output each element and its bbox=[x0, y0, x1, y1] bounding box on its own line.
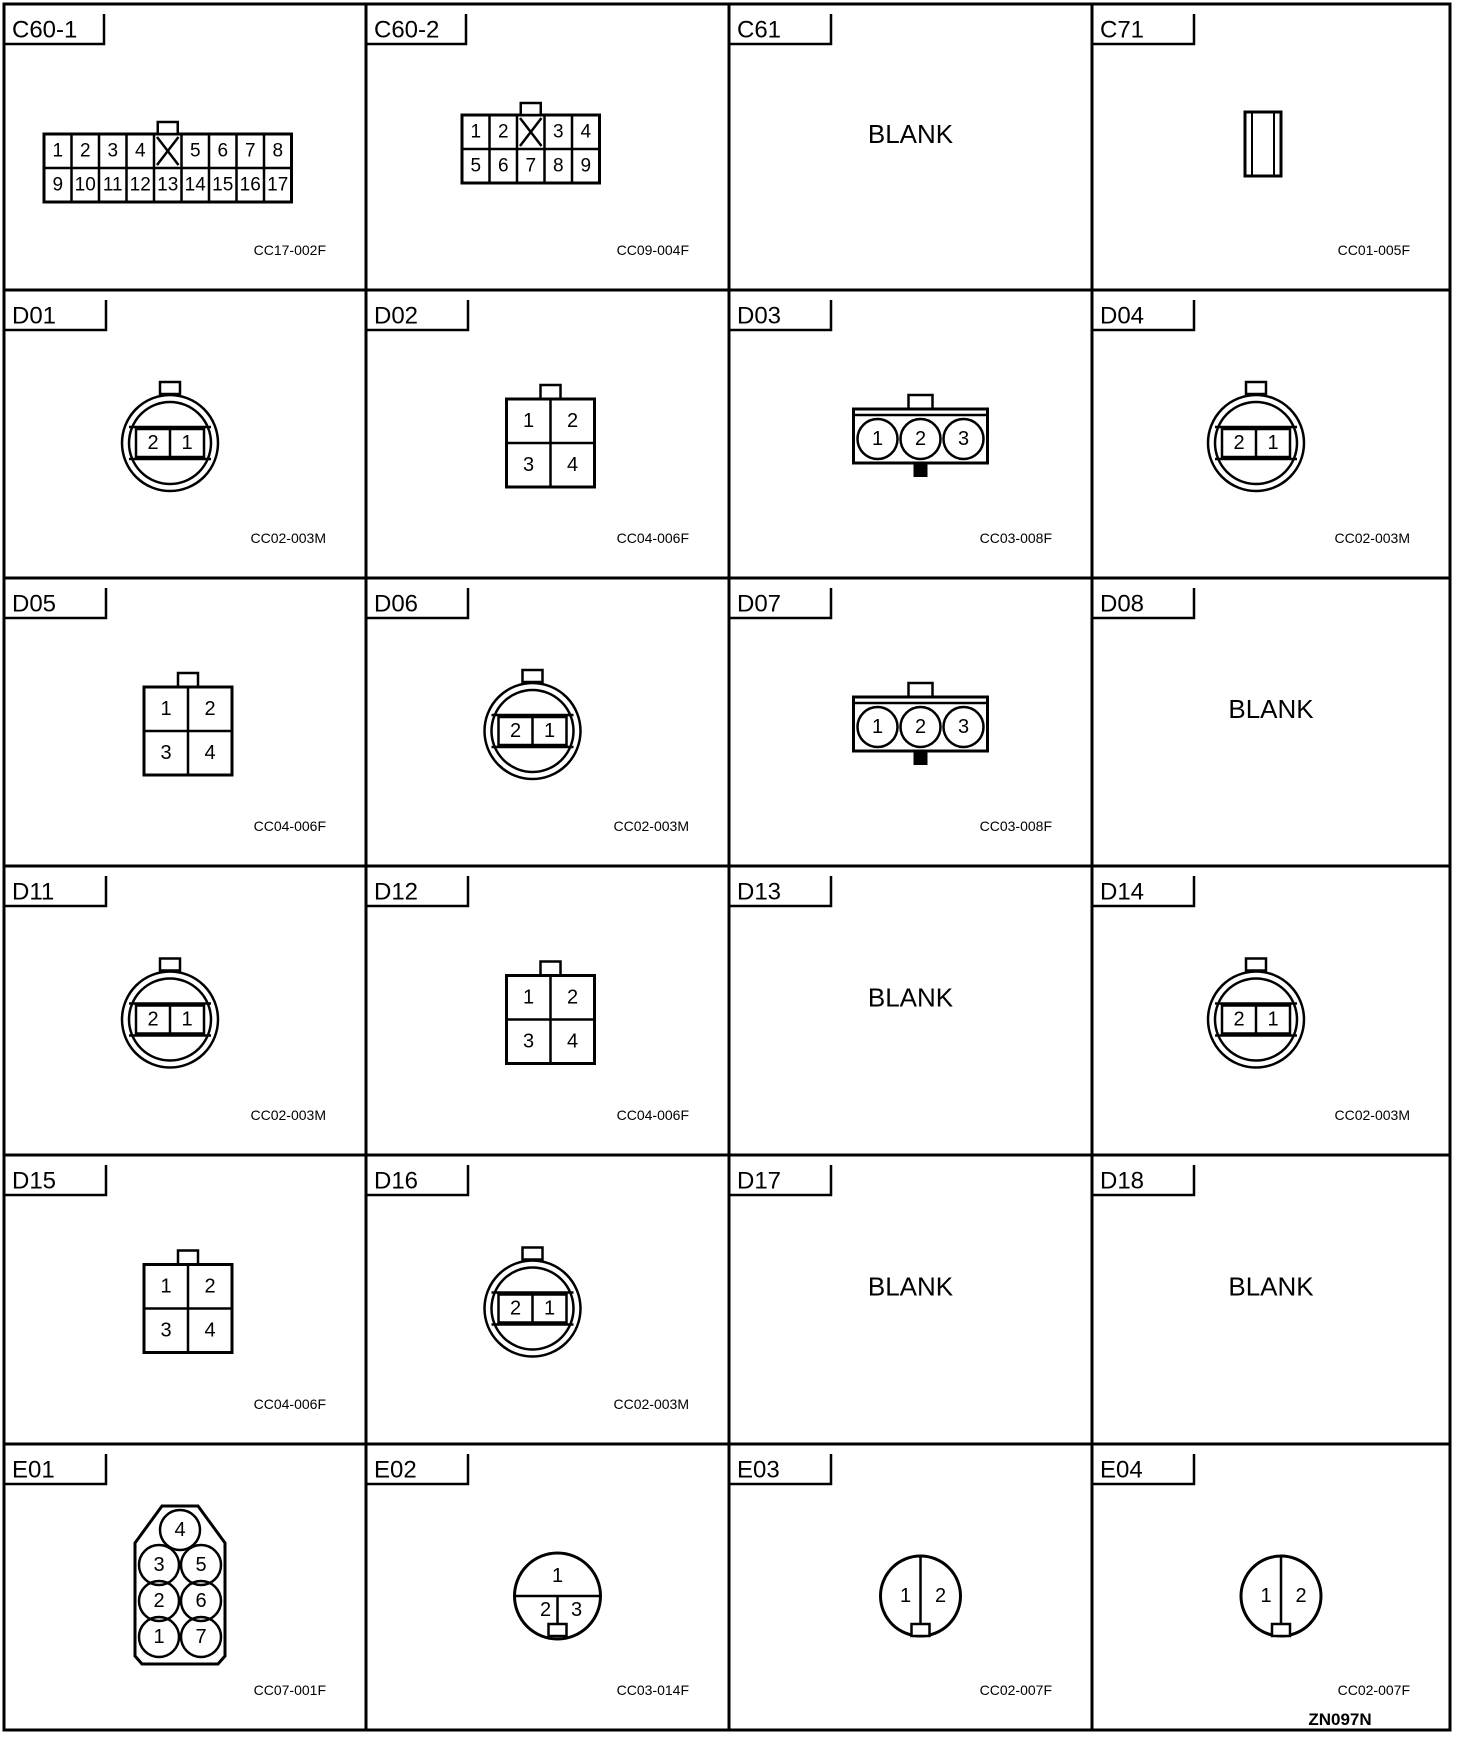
pin-label: 9 bbox=[580, 155, 592, 177]
cells-layer bbox=[4, 4, 1450, 1730]
pin-label: 10 bbox=[74, 174, 96, 196]
blank-text: BLANK bbox=[867, 119, 954, 149]
connector-cell-d15 bbox=[4, 1165, 326, 1412]
pin-label: 2 bbox=[153, 1590, 165, 1612]
connector-id-label: D05 bbox=[12, 590, 57, 618]
pin-label: 4 bbox=[134, 140, 146, 162]
connector-part-code: CC01-005F bbox=[1337, 242, 1410, 258]
pin-label: 2 bbox=[1233, 432, 1245, 454]
connector-part-code: CC02-007F bbox=[979, 1682, 1052, 1698]
blank-text: BLANK bbox=[1228, 694, 1314, 724]
connector-cell-d06 bbox=[366, 588, 689, 834]
pin-label: 2 bbox=[914, 716, 927, 738]
pin-label: 2 bbox=[566, 986, 579, 1009]
connector-part-code: CC02-003M bbox=[1334, 1107, 1410, 1123]
connector-id-label: D07 bbox=[737, 590, 782, 618]
connector-id-label: D12 bbox=[374, 878, 419, 906]
connector-part-code: CC02-003M bbox=[613, 818, 689, 834]
pin-label: 3 bbox=[160, 742, 172, 764]
blank-text: BLANK bbox=[867, 982, 954, 1013]
locking-tab bbox=[909, 395, 933, 409]
fuse-element bbox=[1252, 112, 1274, 176]
connector-id-label: E03 bbox=[737, 1456, 780, 1484]
pin-label: 4 bbox=[204, 1319, 216, 1342]
pin-label: 3 bbox=[153, 1554, 165, 1576]
locking-tab bbox=[521, 103, 541, 115]
connector-id-label: E01 bbox=[12, 1456, 55, 1484]
connector-cell-e04 bbox=[1092, 1454, 1410, 1698]
connector-part-code: CC02-003M bbox=[1334, 530, 1410, 546]
pin-label: 2 bbox=[509, 720, 522, 742]
pin-label: 1 bbox=[1267, 432, 1279, 454]
pin-label: 6 bbox=[497, 155, 509, 177]
connector-id-label: E02 bbox=[374, 1456, 417, 1484]
connector-part-code: CC03-014F bbox=[616, 1682, 689, 1698]
pin-label: 1 bbox=[181, 432, 193, 454]
connector-id-label: D03 bbox=[737, 302, 782, 330]
pin-label: 3 bbox=[957, 428, 970, 450]
pin-label: 2 bbox=[1295, 1585, 1307, 1607]
pin-label: 1 bbox=[470, 121, 482, 143]
connector-cell-d18 bbox=[1092, 1165, 1314, 1302]
connector-id-label: D11 bbox=[12, 878, 55, 906]
pin-label: 3 bbox=[522, 1030, 535, 1053]
pin-label: 1 bbox=[1267, 1008, 1279, 1031]
connector-cell-d04 bbox=[1092, 300, 1410, 546]
connector-part-code: CC02-003M bbox=[613, 1396, 689, 1412]
locking-tab bbox=[541, 962, 561, 976]
pin-label: 1 bbox=[153, 1626, 165, 1648]
locking-tab bbox=[178, 673, 198, 687]
locking-tab bbox=[523, 1248, 543, 1260]
pin-label: 15 bbox=[212, 174, 234, 196]
pin-label: 16 bbox=[239, 174, 261, 196]
pin-label: 8 bbox=[552, 155, 564, 177]
connector-id-label: D04 bbox=[1100, 302, 1145, 330]
pin-label: 2 bbox=[1233, 1008, 1245, 1031]
pin-label: 1 bbox=[522, 986, 535, 1009]
pin-label: 2 bbox=[497, 121, 509, 143]
pin-label: 14 bbox=[184, 174, 206, 196]
connector-part-code: CC04-006F bbox=[616, 1107, 689, 1123]
connector-cell-d05 bbox=[4, 588, 326, 834]
connector-cell-d07 bbox=[729, 588, 1052, 834]
pin-label: 1 bbox=[551, 1565, 564, 1587]
connector-part-code: CC04-006F bbox=[253, 1396, 326, 1412]
pin-label: 3 bbox=[957, 716, 970, 738]
connector-part-code: CC09-004F bbox=[616, 242, 689, 258]
pin-label: 3 bbox=[160, 1319, 172, 1342]
pin-label: 1 bbox=[160, 1275, 172, 1298]
connector-cell-d01 bbox=[4, 300, 326, 546]
connector-cell-d02 bbox=[366, 300, 689, 546]
connector-id-label: D14 bbox=[1100, 878, 1145, 906]
connector-cell-c60-2 bbox=[366, 14, 689, 258]
connector-id-label: D16 bbox=[374, 1167, 419, 1195]
pin-label: 1 bbox=[543, 1297, 556, 1320]
pin-label: 4 bbox=[566, 1030, 579, 1053]
pin-label: 4 bbox=[174, 1519, 186, 1541]
key-block bbox=[914, 463, 928, 477]
pin-label: 5 bbox=[470, 155, 482, 177]
pin-label: 2 bbox=[566, 410, 579, 432]
pin-label: 3 bbox=[570, 1599, 583, 1621]
connector-id-label: D06 bbox=[374, 590, 419, 618]
pin-label: 4 bbox=[204, 742, 216, 764]
pin-label: 3 bbox=[552, 121, 564, 143]
locking-tab bbox=[158, 122, 178, 134]
connector-cell-d08 bbox=[1092, 588, 1314, 724]
connector-cell-d16 bbox=[366, 1165, 689, 1412]
pin-label: 1 bbox=[871, 428, 884, 450]
pin-label: 2 bbox=[539, 1599, 552, 1621]
connector-cell-d12 bbox=[366, 876, 689, 1123]
pin-label: 1 bbox=[160, 698, 172, 720]
connector-part-code: CC04-006F bbox=[253, 818, 326, 834]
blank-text: BLANK bbox=[1228, 1271, 1314, 1302]
connector-cell-e01 bbox=[4, 1454, 326, 1698]
pin-label: 7 bbox=[195, 1626, 207, 1648]
connector-cell-e03 bbox=[729, 1454, 1052, 1698]
connector-cell-c71 bbox=[1092, 14, 1410, 258]
pin-label: 1 bbox=[1260, 1585, 1272, 1607]
pin-label: 17 bbox=[267, 174, 289, 196]
figure-code: ZN097N bbox=[1308, 1710, 1372, 1729]
pin-label: 4 bbox=[580, 121, 592, 143]
pin-label: 2 bbox=[204, 698, 216, 720]
connector-cell-d03 bbox=[729, 300, 1052, 546]
pin-label: 2 bbox=[204, 1275, 216, 1298]
pin-label: 7 bbox=[244, 140, 256, 162]
pin-label: 6 bbox=[217, 140, 229, 162]
pin-label: 5 bbox=[195, 1554, 207, 1576]
connector-part-code: CC03-008F bbox=[979, 818, 1052, 834]
connector-part-code: CC04-006F bbox=[616, 530, 689, 546]
pin-label: 2 bbox=[147, 432, 159, 454]
connector-cell-d17 bbox=[729, 1165, 954, 1302]
pin-label: 7 bbox=[525, 155, 537, 177]
connector-id-label: D01 bbox=[12, 302, 57, 330]
pin-label: 9 bbox=[52, 174, 64, 196]
pin-label: 1 bbox=[522, 410, 535, 432]
locking-tab bbox=[178, 1251, 198, 1265]
pin-label: 6 bbox=[195, 1590, 207, 1612]
pin-label: 13 bbox=[157, 174, 179, 196]
pin-label: 2 bbox=[934, 1585, 947, 1607]
pin-label: 12 bbox=[129, 174, 151, 196]
connector-part-code: CC17-002F bbox=[253, 242, 326, 258]
locking-tab bbox=[909, 683, 933, 697]
connector-cell-d11 bbox=[4, 876, 326, 1123]
locking-tab bbox=[160, 382, 180, 394]
connector-part-code: CC02-007F bbox=[1337, 1682, 1410, 1698]
locking-tab bbox=[1272, 1624, 1290, 1636]
locking-tab bbox=[549, 1624, 567, 1636]
pin-label: 1 bbox=[181, 1008, 193, 1031]
connector-part-code: CC02-003M bbox=[250, 530, 326, 546]
connector-cell-d14 bbox=[1092, 876, 1410, 1123]
connector-cell-c61 bbox=[729, 14, 954, 149]
locking-tab bbox=[1246, 959, 1266, 971]
pin-label: 8 bbox=[272, 140, 284, 162]
pin-label: 11 bbox=[102, 174, 123, 196]
connector-id-label: D08 bbox=[1100, 590, 1145, 618]
blank-text: BLANK bbox=[867, 1271, 954, 1302]
connector-id-label: E04 bbox=[1100, 1456, 1143, 1484]
connector-part-code: CC02-003M bbox=[250, 1107, 326, 1123]
connector-id-label: D02 bbox=[374, 302, 419, 330]
pin-label: 1 bbox=[899, 1585, 912, 1607]
pin-label: 2 bbox=[509, 1297, 522, 1320]
pin-label: 3 bbox=[522, 454, 535, 476]
pin-label: 1 bbox=[52, 140, 64, 162]
connector-id-label: C71 bbox=[1100, 16, 1145, 44]
locking-tab bbox=[523, 670, 543, 682]
pin-label: 2 bbox=[79, 140, 91, 162]
key-block bbox=[914, 751, 928, 765]
connector-id-label: C60-2 bbox=[374, 16, 440, 44]
locking-tab bbox=[541, 385, 561, 399]
connector-id-label: D17 bbox=[737, 1167, 782, 1195]
locking-tab bbox=[912, 1624, 930, 1636]
fuse-body bbox=[1245, 112, 1281, 176]
pin-label: 1 bbox=[871, 716, 884, 738]
connector-cell-c60-1 bbox=[4, 14, 326, 258]
connector-id-label: D18 bbox=[1100, 1167, 1145, 1195]
locking-tab bbox=[160, 959, 180, 971]
connector-cell-d13 bbox=[729, 876, 954, 1013]
locking-tab bbox=[1246, 382, 1266, 394]
pin-label: 5 bbox=[189, 140, 201, 162]
pin-label: 2 bbox=[914, 428, 927, 450]
connector-id-label: C61 bbox=[737, 16, 782, 44]
pin-label: 1 bbox=[543, 720, 556, 742]
connector-id-label: C60-1 bbox=[12, 16, 78, 44]
pin-label: 3 bbox=[107, 140, 119, 162]
connector-id-label: D15 bbox=[12, 1167, 57, 1195]
connector-part-code: CC07-001F bbox=[253, 1682, 326, 1698]
pin-label: 4 bbox=[566, 454, 579, 476]
connector-id-label: D13 bbox=[737, 878, 782, 906]
connector-part-code: CC03-008F bbox=[979, 530, 1052, 546]
connector-cell-e02 bbox=[366, 1454, 689, 1698]
pin-label: 2 bbox=[147, 1008, 159, 1031]
